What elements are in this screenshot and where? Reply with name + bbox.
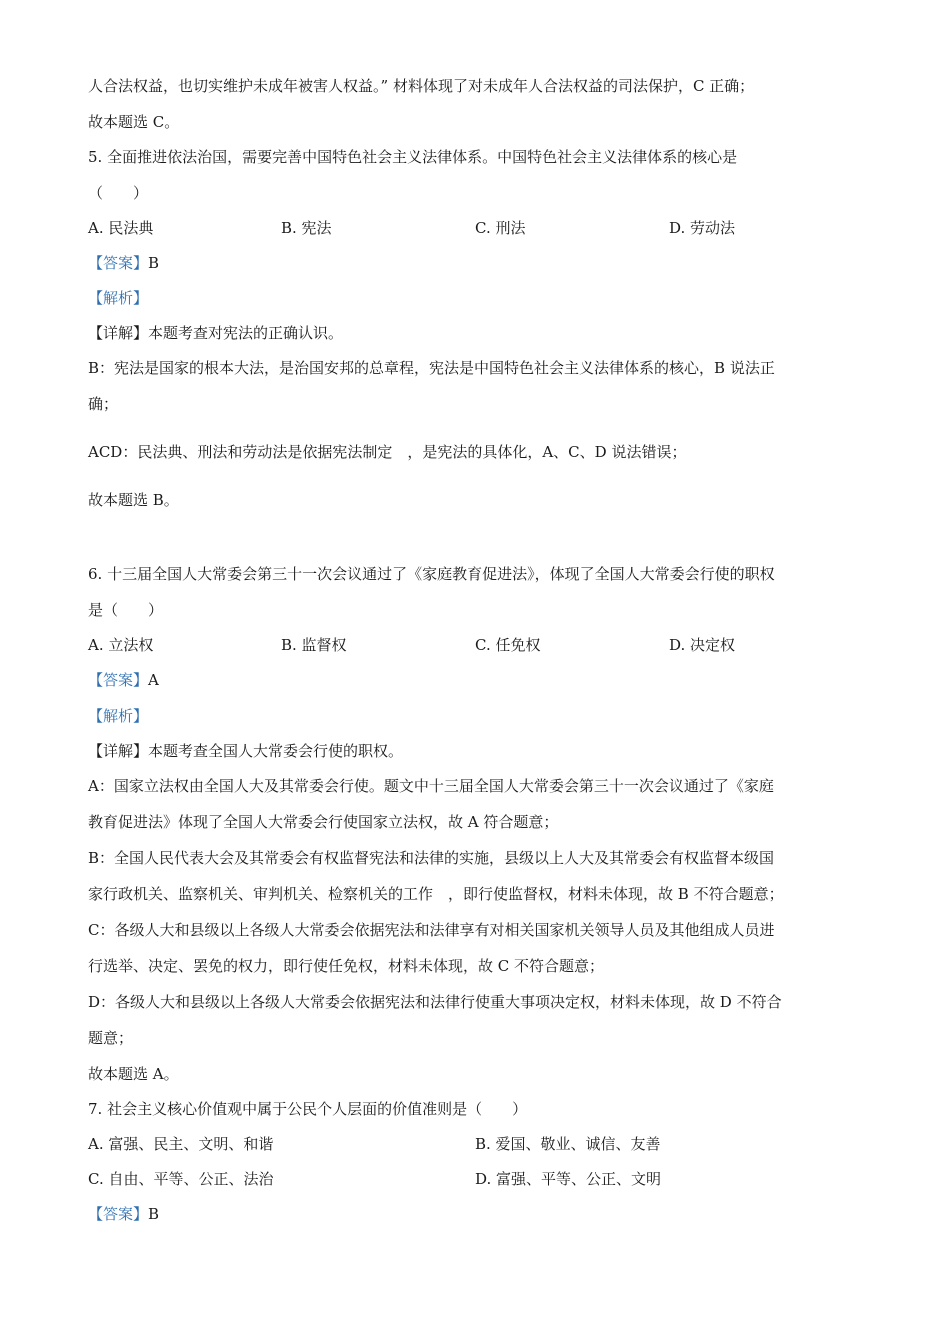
text-line: 确； bbox=[88, 395, 119, 413]
q6-option-a: A. 立法权 bbox=[88, 636, 154, 654]
text-line: 故本题选 B。 bbox=[88, 491, 179, 509]
text-line: ACD：民法典、刑法和劳动法是依据宪法制定 ，是宪法的具体化，A、C、D 说法错误； bbox=[88, 443, 687, 461]
q5-option-d: D. 劳动法 bbox=[669, 219, 736, 237]
text-line: D：各级人大和县级以上各级人大常委会依据宪法和法律行使重大事项决定权，材料未体现，故 D 不符合 bbox=[88, 993, 782, 1011]
text-line: 故本题选 A。 bbox=[88, 1065, 179, 1083]
q7-option-d: D. 富强、平等、公正、文明 bbox=[475, 1170, 662, 1188]
question-6-stem-cont: 是（ ） bbox=[88, 601, 164, 619]
question-6-stem: 6. 十三届全国人大常委会第三十一次会议通过了《家庭教育促进法》，体现了全国人大常委会行使的职权 bbox=[88, 565, 775, 583]
answer-tag: 【答案】 bbox=[88, 1205, 149, 1223]
question-5-paren: （ ） bbox=[88, 184, 149, 202]
q7-answer bbox=[88, 1204, 159, 1224]
text-line: 人合法权益，也切实维护未成年被害人权益。” 材料体现了对未成年人合法权益的司法保护，C 正确； bbox=[88, 77, 755, 95]
answer-tag: 【答案】 bbox=[88, 254, 149, 272]
q5-analysis-tag: 【解析】 bbox=[88, 289, 149, 307]
text-line: 题意； bbox=[88, 1029, 134, 1047]
q6-option-c: C. 任免权 bbox=[475, 636, 541, 654]
q5-option-c: C. 刑法 bbox=[475, 219, 526, 237]
answer-tag: 【答案】 bbox=[88, 671, 149, 689]
q5-option-a: A. 民法典 bbox=[88, 219, 154, 237]
detail-text: 本题考查全国人大常委会行使的职权。 bbox=[148, 742, 404, 760]
q7-option-c: C. 自由、平等、公正、法治 bbox=[88, 1170, 274, 1188]
text-line: 家行政机关、监察机关、审判机关、检察机关的工作 ，即行使监督权，材料未体现，故 B 不符合题意； bbox=[88, 885, 784, 903]
detail-tag: 【详解】 bbox=[88, 324, 149, 342]
detail-tag: 【详解】 bbox=[88, 742, 149, 760]
answer-value: B bbox=[148, 1205, 160, 1223]
text-line: C：各级人大和县级以上各级人大常委会依据宪法和法律享有对相关国家机关领导人员及其他组成人员进 bbox=[88, 921, 775, 939]
text-line: 故本题选 C。 bbox=[88, 113, 180, 131]
q5-answer bbox=[88, 253, 159, 273]
text-line: B：全国人民代表大会及其常委会有权监督宪法和法律的实施，县级以上人大及其常委会有权监督本级国 bbox=[88, 849, 775, 867]
q5-option-b: B. 宪法 bbox=[281, 219, 332, 237]
q6-option-d: D. 决定权 bbox=[669, 636, 736, 654]
text-line: 行选举、决定、罢免的权力，即行使任免权，材料未体现，故 C 不符合题意； bbox=[88, 957, 605, 975]
q5-detail bbox=[88, 323, 343, 343]
q6-analysis-tag: 【解析】 bbox=[88, 707, 149, 725]
text-line: B：宪法是国家的根本大法，是治国安邦的总章程，宪法是中国特色社会主义法律体系的核心，B 说法正 bbox=[88, 359, 775, 377]
text-line: 教育促进法》体现了全国人大常委会行使国家立法权，故 A 符合题意； bbox=[88, 813, 559, 831]
question-7-stem: 7. 社会主义核心价值观中属于公民个人层面的价值准则是（ ） bbox=[88, 1100, 528, 1118]
answer-value: B bbox=[148, 254, 160, 272]
q6-option-b: B. 监督权 bbox=[281, 636, 347, 654]
answer-value: A bbox=[148, 671, 159, 689]
text-line: A：国家立法权由全国人大及其常委会行使。题文中十三届全国人大常委会第三十一次会议通过了《家庭 bbox=[88, 777, 774, 795]
detail-text: 本题考查对宪法的正确认识。 bbox=[148, 324, 344, 342]
q6-detail bbox=[88, 741, 403, 761]
q7-option-b: B. 爱国、敬业、诚信、友善 bbox=[475, 1135, 661, 1153]
q7-option-a: A. 富强、民主、文明、和谐 bbox=[88, 1135, 274, 1153]
question-5-stem: 5. 全面推进依法治国，需要完善中国特色社会主义法律体系。中国特色社会主义法律体系的核心是 bbox=[88, 148, 738, 166]
q6-answer bbox=[88, 670, 159, 690]
